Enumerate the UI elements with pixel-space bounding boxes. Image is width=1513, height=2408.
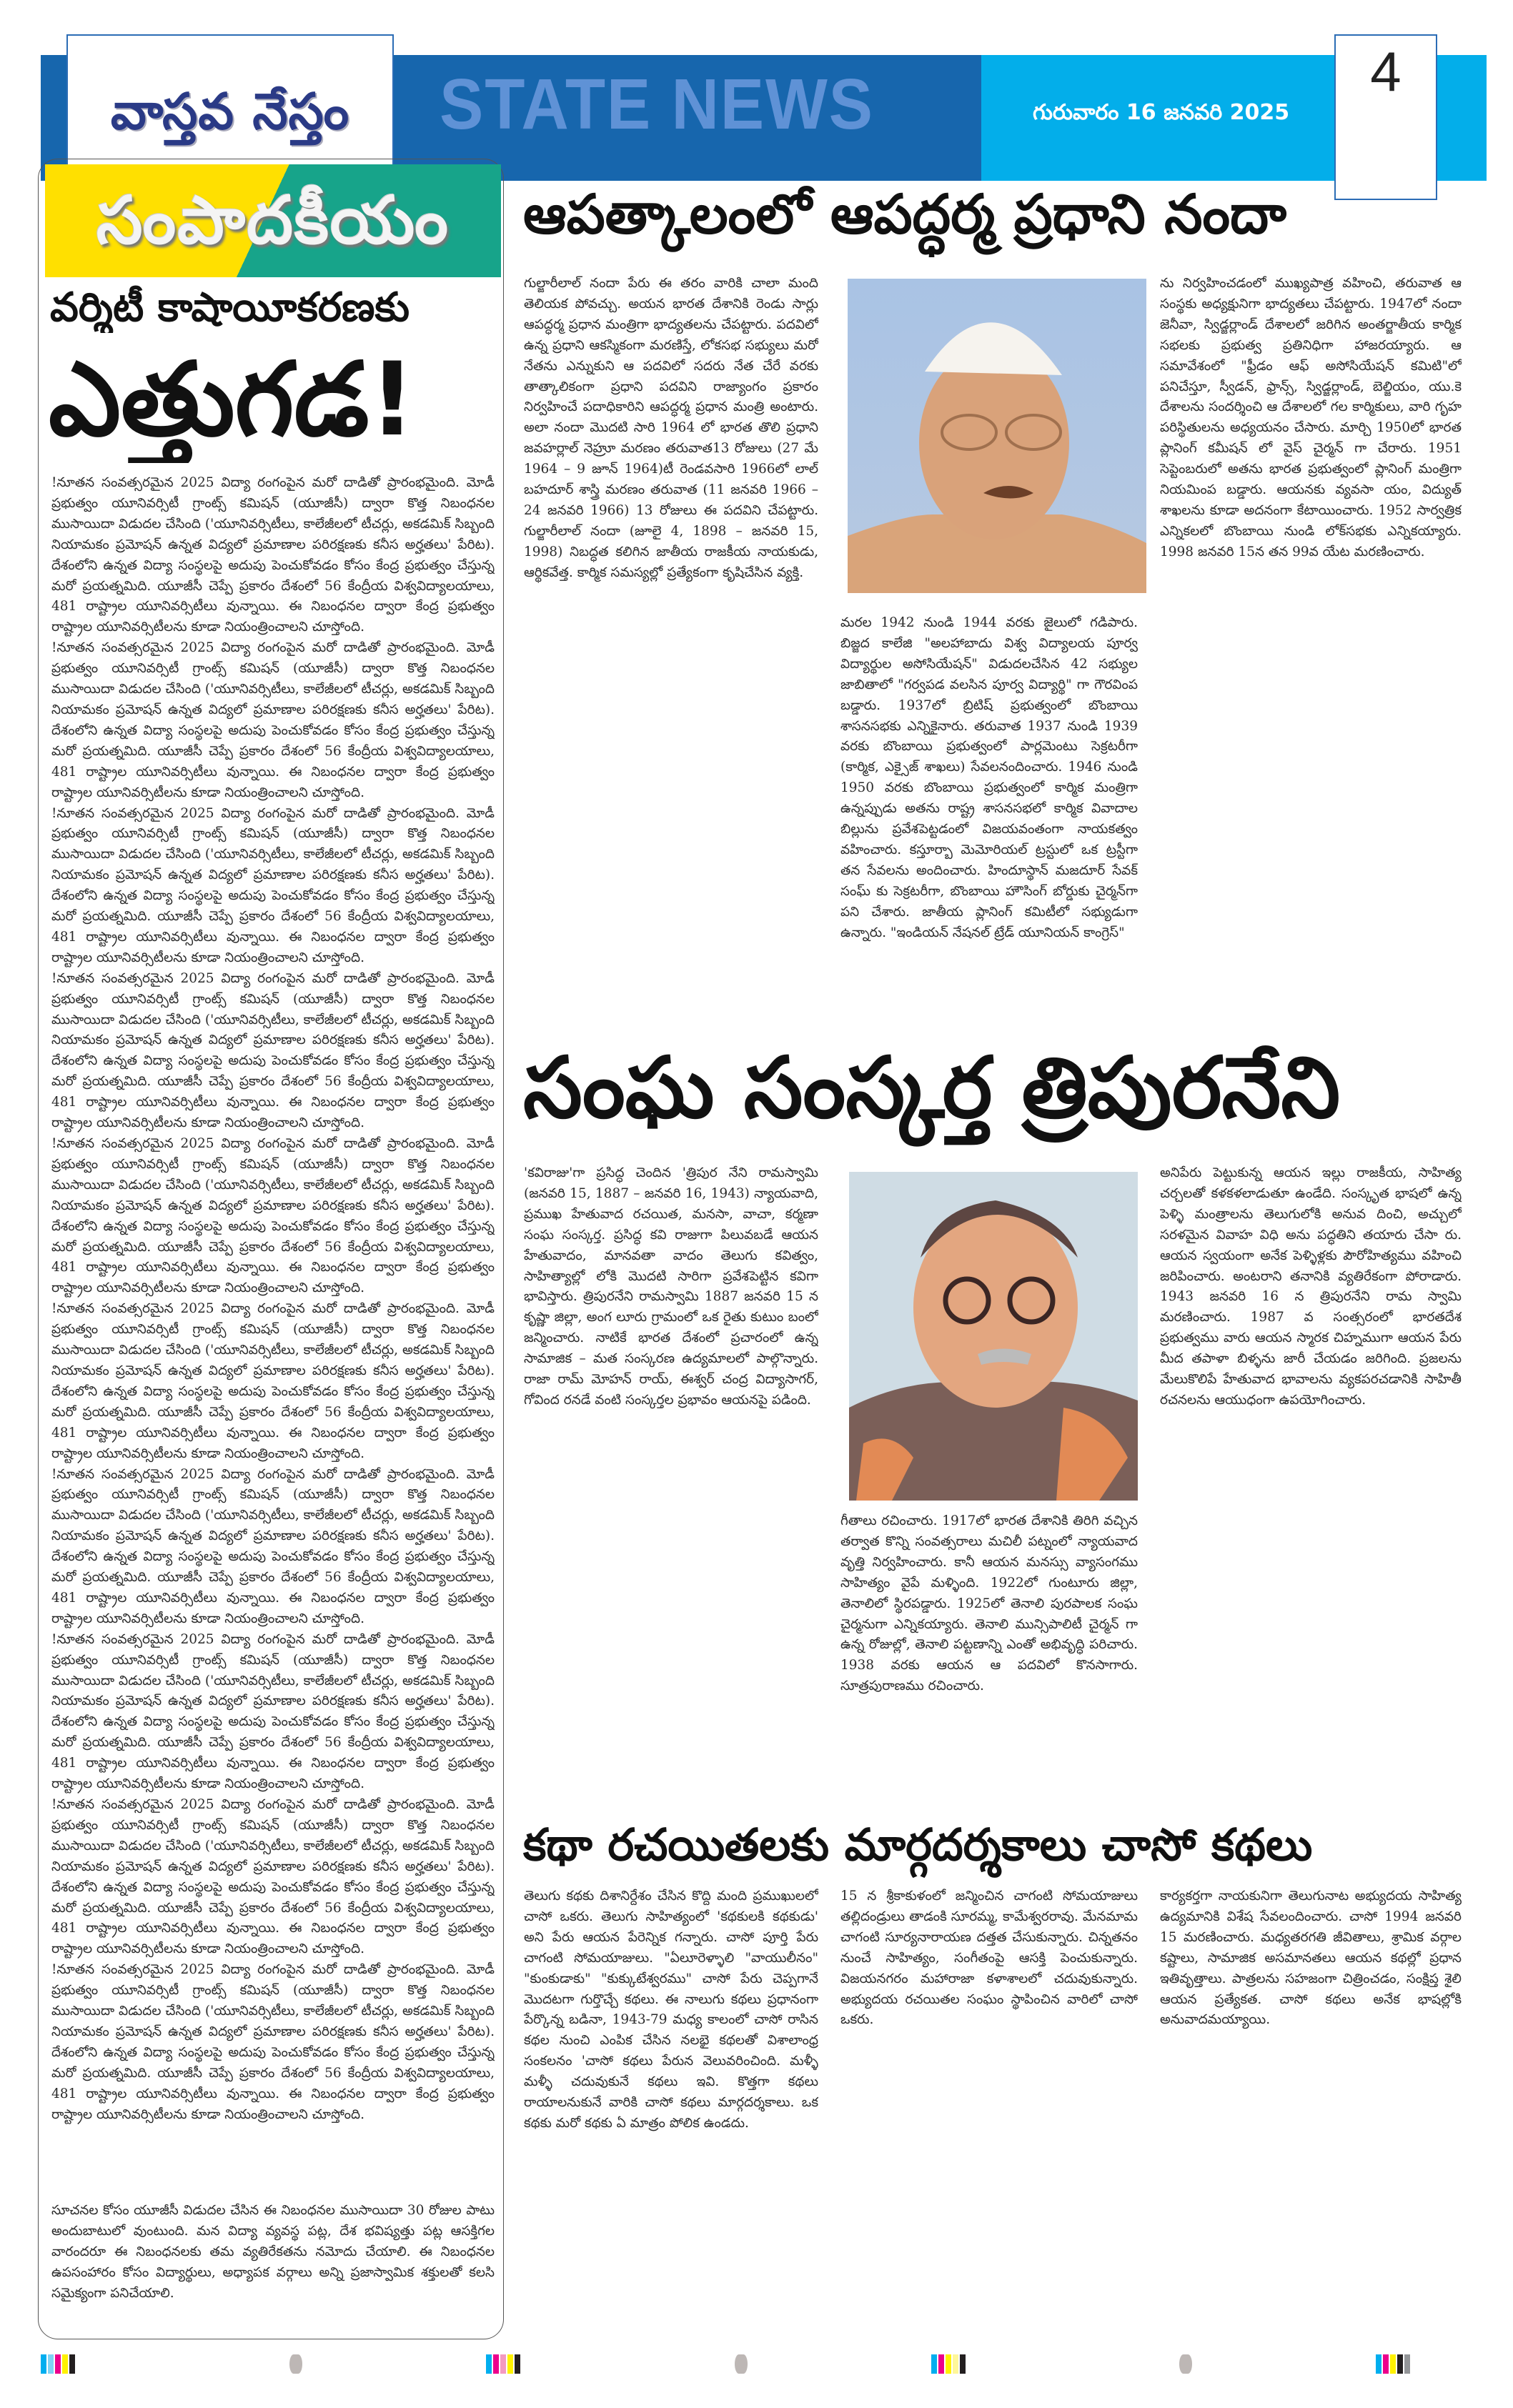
- article-2-col-2: గీతాలు రచించారు. 1917లో భారత దేశానికి తిరిగి వచ్చిన తర్వాత కొన్ని సంవత్సరాలు మచిలీ పట్నంలో న్యాయవాద వృత్తి నిర్వహించారు. కానీ ఆయన మనస్సు వ్యాసంగము సాహిత్యం వైపే మళ్ళింది. 1922లో గుంటూరు జిల్లా, తెనాలిలో స్థిరపడ్డారు. 1925లో తెనాలి పురపాలక సంఘ చైర్మనుగా ఎన్నికయ్యారు. తెనాలి మున్సిపాలిటీ చైర్మన్ గా ఉన్న రోజుల్లో, తెనాలి పట్టణాన్ని ఎంతో అభివృద్ధి పరిచారు. 1938 వరకు ఆయన ఆ పదవిలో కొనసాగారు. సూత్రపురాణము రచించారు.: [840, 1513, 1138, 1694]
- editorial-body-start: !నూతన సంవత్సరమైన 2025 విద్యా రంగంపైన మరో దాడితో ప్రారంభమైంది. మోడీ ప్రభుత్వం యూనివర్సిటీ గ్రాంట్స్ కమిషన్ (యూజీసీ) ద్వారా కొత్త నిబంధనల ముసాయిదా విడుదల చేసింది ('యూనివర్సిటీలు, కాలేజీలలో టీచర్లు, అకడమిక్ సిబ్బంది నియామకం ప్రమోషన్ ఉన్నత విద్యలో ప్రమాణాల పరిరక్షణకు కనీస అర్హతలు' పేరిట). దేశంలోని ఉన్నత విద్యా సంస్థలపై అదుపు పెంచుకోవడం కోసం కేంద్ర ప్రభుత్వం చేస్తున్న మరో ప్రయత్నమిది. యూజీసీ చెప్పే ప్రకారం దేశంలో 56 కేంద్రీయ విశ్వవిద్యాలయాలు, 481 రాష్ట్రాల యూనివర్సిటీలు వున్నాయి. ఈ నిబంధనల ద్వారా కేంద్ర ప్రభుత్వం రాష్ట్రాల యూనివర్సిటీలను కూడా నియంత్రించాలని చూస్తోంది.: [51, 475, 495, 635]
- logo-text: వాస్తవ నేస్తం: [110, 81, 350, 141]
- registration-bar: [931, 2354, 937, 2374]
- registration-bar: [62, 2354, 68, 2374]
- registration-bar: [507, 2354, 513, 2374]
- editorial-filler-5: !నూతన సంవత్సరమైన 2025 విద్యా రంగంపైన మరో దాడితో ప్రారంభమైంది. మోడీ ప్రభుత్వం యూనివర్సిటీ గ్రాంట్స్ కమిషన్ (యూజీసీ) ద్వారా కొత్త నిబంధనల ముసాయిదా విడుదల చేసింది ('యూనివర్సిటీలు, కాలేజీలలో టీచర్లు, అకడమిక్ సిబ్బంది నియామకం ప్రమోషన్ ఉన్నత విద్యలో ప్రమాణాల పరిరక్షణకు కనీస అర్హతలు' పేరిట). దేశంలోని ఉన్నత విద్యా సంస్థలపై అదుపు పెంచుకోవడం కోసం కేంద్ర ప్రభుత్వం చేస్తున్న మరో ప్రయత్నమిది. యూజీసీ చెప్పే ప్రకారం దేశంలో 56 కేంద్రీయ విశ్వవిద్యాలయాలు, 481 రాష్ట్రాల యూనివర్సిటీలు వున్నాయి. ఈ నిబంధనల ద్వారా కేంద్ర ప్రభుత్వం రాష్ట్రాల యూనివర్సిటీలను కూడా నియంత్రించాలని చూస్తోంది.: [51, 1301, 495, 1461]
- article-2-col-3: అనిపేరు పెట్టుకున్న ఆయన ఇల్లు రాజకీయ, సాహిత్య చర్చలతో కళకళలాడుతూ ఉండేది. సంస్కృత భాషలో ఉన్న పెళ్ళి మంత్రాలను తెలుగులోకి అనువ దించి, అచ్చులో సరళమైన వివాహ విధి అను పద్ధతిని తయారు చేసా రు. ఆయన స్వయంగా అనేక పెళ్ళిళ్లకు పౌరోహిత్యము వహించి జరిపించారు. అంటరాని తనానికి వ్యతిరేకంగా పోరాడారు. 1943 జనవరి 16 న త్రిపురనేని రామ స్వామి మరణించారు. 1987 వ సంత్సరంలో భారతదేశ ప్రభుత్వము వారు ఆయన స్మారక చిహ్నముగా ఆయన పేరు మీద తపాళా బిళ్ళను జారీ చేయడం జరిగింది. ప్రజలను మేలుకొలిపే హేతువాద భావాలను వ్యకపరచడానికి సాహితీ రచనలను ఆయుధంగా ఉపయోగించారు.: [1160, 1165, 1462, 1408]
- page-number: 4: [1370, 40, 1402, 103]
- registration-bar: [69, 2354, 75, 2374]
- article-1-col-3: ను నిర్వహించడంలో ముఖ్యపాత్ర వహించి, తరువాత ఆ సంస్థకు అధ్యక్షునిగా భాద్యతలు చేపట్టారు. 1947లో నందా జెనీవా, స్విడ్జర్లాండ్ దేశాలలో జరిగిన అంతర్జాతీయ కార్మిక సభలకు ప్రభుత్వ ప్రతినిధిగా హాజరయ్యారు. ఆ సమావేశంలో "ఫ్రీడం ఆఫ్ అసోసియేషన్ కమిటి"లో పనిచేస్తూ, స్వీడన్, ఫ్రాన్స్, స్విడ్జర్లాండ్, బెల్జియం, యు.కె దేశాలను సందర్శించి ఆ దేశాలలో గల కార్మికులు, వారి గృహ పరిస్థితులను అధ్యయనం చేసారు. మార్చి 1950లో భారత ప్లానింగ్ కమీషన్ లో వైస్ చైర్మన్ గా చేరారు. 1951 సెప్టెంబరులో అతను భారత ప్రభుత్వంలో ప్లానింగ్ మంత్రిగా నియమింప బడ్డారు. ఆయనకు వ్యవసా యం, విద్యుత్ శాఖలను కూడా అదనంగా కేటాయించారు. 1952 సార్వత్రిక ఎన్నికలలో బొంబాయి నుండి లోక్‌సభకు ఎన్నికయ్యారు. 1998 జనవరి 15న తన 99వ యేట మరణించారు.: [1160, 276, 1462, 559]
- portrait-icon: [849, 1172, 1138, 1501]
- editorial-body-end: సూచనల కోసం యూజీసీ విడుదల చేసిన ఈ నిబంధనల ముసాయిదా 30 రోజుల పాటు అందుబాటులో వుంటుంది. మన విద్యా వ్యవస్థ పట్ల, దేశ భవిష్యత్తు పట్ల ఆసక్తిగల వారందరూ ఈ నిబంధనలకు తమ వ్యతిరేకతను నమోదు చేయాలి. ఈ నిబంధనల ఉపసంహారం కోసం విద్యార్థులు, అధ్యాపక వర్గాలు అన్ని ప్రజాస్వామిక శక్తులతో కలసి సమైక్యంగా పనిచేయాలి.: [51, 2203, 495, 2301]
- registration-bar: [55, 2354, 61, 2374]
- article-2-headline: సంఘ సంస్కర్త త్రిపురనేని: [523, 1038, 1341, 1137]
- article-1-col-1: గుల్జారీలాల్ నందా పేరు ఈ తరం వారికి చాలా మంది తెలియక పోవచ్చు. అయన భారత దేశానికి రెండు సార్లు ఆపద్ధర్మ ప్రధాన మంత్రిగా భాద్యతలను చేపట్టారు. పదవిలో ఉన్న ప్రధాని ఆకస్మికంగా మరణిస్తే, లోకసభ సభ్యులు మరో నేతను ఎన్నుకుని ఆ పదవిలో సదరు నేత చేరే వరకు తాత్కాలికంగా ప్రధాని పదవిని రాజ్యాంగం ప్రకారం నిర్వహించే పదాధికారిని ఆపద్ధర్మ ప్రధాన మంత్రి అంటారు. అలా నందా మొదటి సారి 1964 లో భారత తొలి ప్రధాని జవహర్లాల్ నెహ్రూ మరణం తరువాత13 రోజులు (27 మే 1964 – 9 జూన్ 1964)టీ రెండవసారి 1966లో లాల్ బహదూర్ శాస్త్రి మరణం తరువాత (11 జనవరి 1966 – 24 జనవరి 1966) 13 రోజులు ఈ పదవిని చేపట్టారు. గుల్జారీలాల్ నందా (జూలై 4, 1898 – జనవరి 15, 1998) నిబద్ధత కలిగిన జాతీయ రాజకీయ నాయకుడు, ఆర్థికవేత్త. కార్మిక సమస్యల్లో ప్రత్యేకంగా కృషిచేసిన వ్యక్తి.: [524, 276, 818, 580]
- registration-bar: [953, 2354, 958, 2374]
- registration-bar: [1397, 2354, 1403, 2374]
- editorial-filler-1: !నూతన సంవత్సరమైన 2025 విద్యా రంగంపైన మరో దాడితో ప్రారంభమైంది. మోడీ ప్రభుత్వం యూనివర్సిటీ గ్రాంట్స్ కమిషన్ (యూజీసీ) ద్వారా కొత్త నిబంధనల ముసాయిదా విడుదల చేసింది ('యూనివర్సిటీలు, కాలేజీలలో టీచర్లు, అకడమిక్ సిబ్బంది నియామకం ప్రమోషన్ ఉన్నత విద్యలో ప్రమాణాల పరిరక్షణకు కనీస అర్హతలు' పేరిట). దేశంలోని ఉన్నత విద్యా సంస్థలపై అదుపు పెంచుకోవడం కోసం కేంద్ర ప్రభుత్వం చేస్తున్న మరో ప్రయత్నమిది. యూజీసీ చెప్పే ప్రకారం దేశంలో 56 కేంద్రీయ విశ్వవిద్యాలయాలు, 481 రాష్ట్రాల యూనివర్సిటీలు వున్నాయి. ఈ నిబంధనల ద్వారా కేంద్ర ప్రభుత్వం రాష్ట్రాల యూనివర్సిటీలను కూడా నియంత్రించాలని చూస్తోంది.: [51, 640, 495, 800]
- registration-pill: [289, 2354, 302, 2374]
- editorial-kicker: వర్శిటీ కాషాయీకరణకు: [50, 284, 410, 331]
- editorial-filler-6: !నూతన సంవత్సరమైన 2025 విద్యా రంగంపైన మరో దాడితో ప్రారంభమైంది. మోడీ ప్రభుత్వం యూనివర్సిటీ గ్రాంట్స్ కమిషన్ (యూజీసీ) ద్వారా కొత్త నిబంధనల ముసాయిదా విడుదల చేసింది ('యూనివర్సిటీలు, కాలేజీలలో టీచర్లు, అకడమిక్ సిబ్బంది నియామకం ప్రమోషన్ ఉన్నత విద్యలో ప్రమాణాల పరిరక్షణకు కనీస అర్హతలు' పేరిట). దేశంలోని ఉన్నత విద్యా సంస్థలపై అదుపు పెంచుకోవడం కోసం కేంద్ర ప్రభుత్వం చేస్తున్న మరో ప్రయత్నమిది. యూజీసీ చెప్పే ప్రకారం దేశంలో 56 కేంద్రీయ విశ్వవిద్యాలయాలు, 481 రాష్ట్రాల యూనివర్సిటీలు వున్నాయి. ఈ నిబంధనల ద్వారా కేంద్ర ప్రభుత్వం రాష్ట్రాల యూనివర్సిటీలను కూడా నియంత్రించాలని చూస్తోంది.: [51, 1466, 495, 1626]
- registration-bar: [1390, 2354, 1396, 2374]
- registration-bar: [938, 2354, 944, 2374]
- registration-pill: [735, 2354, 748, 2374]
- registration-bar: [1383, 2354, 1389, 2374]
- registration-bar: [41, 2354, 46, 2374]
- registration-bar: [493, 2354, 499, 2374]
- tripuraneni-portrait-image: [849, 1172, 1138, 1501]
- editorial-filler-8: !నూతన సంవత్సరమైన 2025 విద్యా రంగంపైన మరో దాడితో ప్రారంభమైంది. మోడీ ప్రభుత్వం యూనివర్సిటీ గ్రాంట్స్ కమిషన్ (యూజీసీ) ద్వారా కొత్త నిబంధనల ముసాయిదా విడుదల చేసింది ('యూనివర్సిటీలు, కాలేజీలలో టీచర్లు, అకడమిక్ సిబ్బంది నియామకం ప్రమోషన్ ఉన్నత విద్యలో ప్రమాణాల పరిరక్షణకు కనీస అర్హతలు' పేరిట). దేశంలోని ఉన్నత విద్యా సంస్థలపై అదుపు పెంచుకోవడం కోసం కేంద్ర ప్రభుత్వం చేస్తున్న మరో ప్రయత్నమిది. యూజీసీ చెప్పే ప్రకారం దేశంలో 56 కేంద్రీయ విశ్వవిద్యాలయాలు, 481 రాష్ట్రాల యూనివర్సిటీలు వున్నాయి. ఈ నిబంధనల ద్వారా కేంద్ర ప్రభుత్వం రాష్ట్రాల యూనివర్సిటీలను కూడా నియంత్రించాలని చూస్తోంది.: [51, 1797, 495, 1957]
- registration-bar: [515, 2354, 520, 2374]
- portrait-icon: [848, 279, 1146, 593]
- registration-bar: [946, 2354, 951, 2374]
- registration-bar: [1376, 2354, 1381, 2374]
- editorial-filler-7: !నూతన సంవత్సరమైన 2025 విద్యా రంగంపైన మరో దాడితో ప్రారంభమైంది. మోడీ ప్రభుత్వం యూనివర్సిటీ గ్రాంట్స్ కమిషన్ (యూజీసీ) ద్వారా కొత్త నిబంధనల ముసాయిదా విడుదల చేసింది ('యూనివర్సిటీలు, కాలేజీలలో టీచర్లు, అకడమిక్ సిబ్బంది నియామకం ప్రమోషన్ ఉన్నత విద్యలో ప్రమాణాల పరిరక్షణకు కనీస అర్హతలు' పేరిట). దేశంలోని ఉన్నత విద్యా సంస్థలపై అదుపు పెంచుకోవడం కోసం కేంద్ర ప్రభుత్వం చేస్తున్న మరో ప్రయత్నమిది. యూజీసీ చెప్పే ప్రకారం దేశంలో 56 కేంద్రీయ విశ్వవిద్యాలయాలు, 481 రాష్ట్రాల యూనివర్సిటీలు వున్నాయి. ఈ నిబంధనల ద్వారా కేంద్ర ప్రభుత్వం రాష్ట్రాల యూనివర్సిటీలను కూడా నియంత్రించాలని చూస్తోంది.: [51, 1631, 495, 1792]
- editorial-headline: ఎత్తుగడ!: [49, 341, 416, 459]
- article-3-headline: కథా రచయితలకు మార్గదర్శకాలు చాసో కథలు: [523, 1819, 1313, 1871]
- article-3-col-1: తెలుగు కథకు దిశానిర్దేశం చేసిన కొద్ది మంది ప్రముఖులలో చాసో ఒకరు. తెలుగు సాహిత్యంలో 'కథకులకి కథకుడు' అని పేరు ఆయన పేరెన్నిక గన్నారు. చాసో పూర్తి పేరు చాగంటి సోమయాజులు. "ఏలూరెళ్ళాలి "వాయులీనం" "కుంకుడాకు" "కుక్కుటేశ్వరము" చాసో పేరు చెప్పగానే మొదటగా గుర్తొచ్చే కథలు. ఈ నాలుగు కథలు ప్రధానంగా పేర్కొన్న బడినా, 1943-79 మధ్య కాలంలో చాసో రాసిన కథల నుంచి ఎంపిక చేసిన నలభై కథలతో విశాలాంధ్ర సంకలనం 'చాసో కథలు పేరున వెలువరించింది. మళ్ళీ మళ్ళీ చదువుకునే కథలు ఇవి. కొత్తగా కథలు రాయాలనుకునే వారికి చాసో కథలు మార్గదర్శకాలు. ఒక కథకు మరో కథకు ఏ మాత్రం పోలిక ఉండదు.: [524, 1889, 818, 2131]
- registration-bar: [48, 2354, 54, 2374]
- registration-bar: [486, 2354, 492, 2374]
- article-3-col-3: కార్యకర్తగా నాయకునిగా తెలుగునాట అభ్యుదయ సాహిత్య ఉద్యమానికి విశేష సేవలందించారు. చాసో 1994 జనవరి 15 మరణించారు. మధ్యతరగతి జీవితాలు, శ్రామిక వర్గాల కష్టాలు, సామాజిక అసమానతలు ఆయన కథల్లో ప్రధాన ఇతివృత్తాలు. పాత్రలను సహజంగా చిత్రించడం, సంక్షిప్త శైలి ఆయన ప్రత్యేకత. చాసో కథలు అనేక భాషల్లోకి అనువాదమయ్యాయి.: [1160, 1889, 1462, 2028]
- editorial-filler-3: !నూతన సంవత్సరమైన 2025 విద్యా రంగంపైన మరో దాడితో ప్రారంభమైంది. మోడీ ప్రభుత్వం యూనివర్సిటీ గ్రాంట్స్ కమిషన్ (యూజీసీ) ద్వారా కొత్త నిబంధనల ముసాయిదా విడుదల చేసింది ('యూనివర్సిటీలు, కాలేజీలలో టీచర్లు, అకడమిక్ సిబ్బంది నియామకం ప్రమోషన్ ఉన్నత విద్యలో ప్రమాణాల పరిరక్షణకు కనీస అర్హతలు' పేరిట). దేశంలోని ఉన్నత విద్యా సంస్థలపై అదుపు పెంచుకోవడం కోసం కేంద్ర ప్రభుత్వం చేస్తున్న మరో ప్రయత్నమిది. యూజీసీ చెప్పే ప్రకారం దేశంలో 56 కేంద్రీయ విశ్వవిద్యాలయాలు, 481 రాష్ట్రాల యూనివర్సిటీలు వున్నాయి. ఈ నిబంధనల ద్వారా కేంద్ర ప్రభుత్వం రాష్ట్రాల యూనివర్సిటీలను కూడా నియంత్రించాలని చూస్తోంది.: [51, 970, 495, 1131]
- editorial-banner: [45, 164, 501, 277]
- editorial-filler-9: !నూతన సంవత్సరమైన 2025 విద్యా రంగంపైన మరో దాడితో ప్రారంభమైంది. మోడీ ప్రభుత్వం యూనివర్సిటీ గ్రాంట్స్ కమిషన్ (యూజీసీ) ద్వారా కొత్త నిబంధనల ముసాయిదా విడుదల చేసింది ('యూనివర్సిటీలు, కాలేజీలలో టీచర్లు, అకడమిక్ సిబ్బంది నియామకం ప్రమోషన్ ఉన్నత విద్యలో ప్రమాణాల పరిరక్షణకు కనీస అర్హతలు' పేరిట). దేశంలోని ఉన్నత విద్యా సంస్థలపై అదుపు పెంచుకోవడం కోసం కేంద్ర ప్రభుత్వం చేస్తున్న మరో ప్రయత్నమిది. యూజీసీ చెప్పే ప్రకారం దేశంలో 56 కేంద్రీయ విశ్వవిద్యాలయాలు, 481 రాష్ట్రాల యూనివర్సిటీలు వున్నాయి. ఈ నిబంధనల ద్వారా కేంద్ర ప్రభుత్వం రాష్ట్రాల యూనివర్సిటీలను కూడా నియంత్రించాలని చూస్తోంది.: [51, 1962, 495, 2122]
- article-3-col-2: 15 న శ్రీకాకుళంలో జన్మించిన చాగంటి సోమయాజులు తల్లిదండ్రులు తాడంకి సూరమ్మ, కామేశ్వరరావు. మేనమామ చాగంటి సూర్యనారాయణ దత్తత చేసుకున్నారు. చిన్నతనం నుంచే సాహిత్యం, సంగీతంపై ఆసక్తి పెంచుకున్నారు. విజయనగరం మహారాజా కళాశాలలో చదువుకున్నారు. అభ్యుదయ రచయితల సంఘం స్థాపించిన వారిలో చాసో ఒకరు.: [840, 1889, 1138, 2028]
- section-title: STATE NEWS: [440, 64, 874, 144]
- editorial-body: [51, 473, 495, 2186]
- article-1-col-2: మరల 1942 నుండి 1944 వరకు జైలులో గడిపారు. బిజ్జద కాలేజి "అలహాబాదు విశ్వ విద్యాలయ పూర్వ విద్యార్థుల అసోసియేషన్" విడుదలచేసిన 42 సభ్యుల జాబితాలో "గర్వపడ వలసిన పూర్వ విద్యార్థి" గా గౌరవింప బడ్డారు. 1937లో బ్రిటిష్ ప్రభుత్వంలో బొంబాయి శాసనసభకు ఎన్నికైనారు. తరువాత 1937 నుండి 1939 వరకు బొంబాయి ప్రభుత్వంలో పార్లమెంటు సెక్రటరీగా (కార్మిక, ఎక్సైజ్ శాఖలు) సేవలనందించారు. 1946 నుండి 1950 వరకు బొంబాయి ప్రభుత్వంలో కార్మిక మంత్రిగా ఉన్నప్పుడు అతను రాష్ట్ర శాసనసభలో కార్మిక వివాదాల బిల్లును ప్రవేశపెట్టడంలో విజయవంతంగా నాయకత్వం వహించారు. కస్తూర్బా మెమోరియల్ ట్రస్టులో ఒక ట్రస్టీగా తన సేవలను అందించారు. హిందూస్థాన్ మజదూర్ సేవక్ సంఘ్ కు సెక్రటరీగా, బొంబాయి హౌసింగ్ బోర్డుకు చైర్మన్‌గా పని చేశారు. జాతీయ ప్లానింగ్ కమిటీలో సభ్యుడుగా ఉన్నారు. "ఇండియన్ నేషనల్ ట్రేడ్ యూనియన్ కాంగ్రెస్": [840, 615, 1138, 940]
- registration-bar: [960, 2354, 966, 2374]
- editorial-filler-4: !నూతన సంవత్సరమైన 2025 విద్యా రంగంపైన మరో దాడితో ప్రారంభమైంది. మోడీ ప్రభుత్వం యూనివర్సిటీ గ్రాంట్స్ కమిషన్ (యూజీసీ) ద్వారా కొత్త నిబంధనల ముసాయిదా విడుదల చేసింది ('యూనివర్సిటీలు, కాలేజీలలో టీచర్లు, అకడమిక్ సిబ్బంది నియామకం ప్రమోషన్ ఉన్నత విద్యలో ప్రమాణాల పరిరక్షణకు కనీస అర్హతలు' పేరిట). దేశంలోని ఉన్నత విద్యా సంస్థలపై అదుపు పెంచుకోవడం కోసం కేంద్ర ప్రభుత్వం చేస్తున్న మరో ప్రయత్నమిది. యూజీసీ చెప్పే ప్రకారం దేశంలో 56 కేంద్రీయ విశ్వవిద్యాలయాలు, 481 రాష్ట్రాల యూనివర్సిటీలు వున్నాయి. ఈ నిబంధనల ద్వారా కేంద్ర ప్రభుత్వం రాష్ట్రాల యూనివర్సిటీలను కూడా నియంత్రించాలని చూస్తోంది.: [51, 1136, 495, 1296]
- article-1-headline: ఆపత్కాలంలో ఆపద్ధర్మ ప్రధాని నందా: [523, 182, 1287, 246]
- issue-date: గురువారం 16 జనవరి 2025: [1033, 100, 1290, 125]
- editorial-filler-2: !నూతన సంవత్సరమైన 2025 విద్యా రంగంపైన మరో దాడితో ప్రారంభమైంది. మోడీ ప్రభుత్వం యూనివర్సిటీ గ్రాంట్స్ కమిషన్ (యూజీసీ) ద్వారా కొత్త నిబంధనల ముసాయిదా విడుదల చేసింది ('యూనివర్సిటీలు, కాలేజీలలో టీచర్లు, అకడమిక్ సిబ్బంది నియామకం ప్రమోషన్ ఉన్నత విద్యలో ప్రమాణాల పరిరక్షణకు కనీస అర్హతలు' పేరిట). దేశంలోని ఉన్నత విద్యా సంస్థలపై అదుపు పెంచుకోవడం కోసం కేంద్ర ప్రభుత్వం చేస్తున్న మరో ప్రయత్నమిది. యూజీసీ చెప్పే ప్రకారం దేశంలో 56 కేంద్రీయ విశ్వవిద్యాలయాలు, 481 రాష్ట్రాల యూనివర్సిటీలు వున్నాయి. ఈ నిబంధనల ద్వారా కేంద్ర ప్రభుత్వం రాష్ట్రాల యూనివర్సిటీలను కూడా నియంత్రించాలని చూస్తోంది.: [51, 805, 495, 965]
- article-2-col-1: 'కవిరాజు'గా ప్రసిద్ధ చెందిన 'త్రిపుర నేని రామస్వామి (జనవరి 15, 1887 – జనవరి 16, 1943) న్యాయవాది, ప్రముఖ హేతువాద రచయిత, మనసా, వాచా, కర్మణా సంఘ సంస్కర్త. ప్రసిద్ధ కవి రాజుగా పిలువబడే ఆయన హేతువాదం, మానవతా వాదం తెలుగు కవిత్వం, సాహిత్యాల్లో లోకి మొదటి సారిగా ప్రవేశపెట్టిన కవిగా భావిస్తారు. త్రిపురనేని రామస్వామి 1887 జనవరి 15 న కృష్ణా జిల్లా, అంగ లూరు గ్రామంలో ఒక రైతు కుటుం బంలో జన్మించారు. నాటికే భారత దేశంలో ప్రచారంలో ఉన్న సామాజిక – మత సంస్కరణ ఉద్యమాలలో పాల్గొన్నారు. రాజా రామ్ మోహన్ రాయ్, ఈశ్వర్ చంద్ర విద్యాసాగర్, గోవింద రనడే వంటి సంస్కర్తల ప్రభావం ఆయనపై పడింది.: [524, 1165, 818, 1408]
- editorial-banner-text: సంపాదకీయం: [96, 182, 450, 259]
- registration-bar: [1404, 2354, 1410, 2374]
- registration-pill: [1179, 2354, 1192, 2374]
- registration-bar: [500, 2354, 506, 2374]
- nanda-portrait-image: [848, 279, 1146, 593]
